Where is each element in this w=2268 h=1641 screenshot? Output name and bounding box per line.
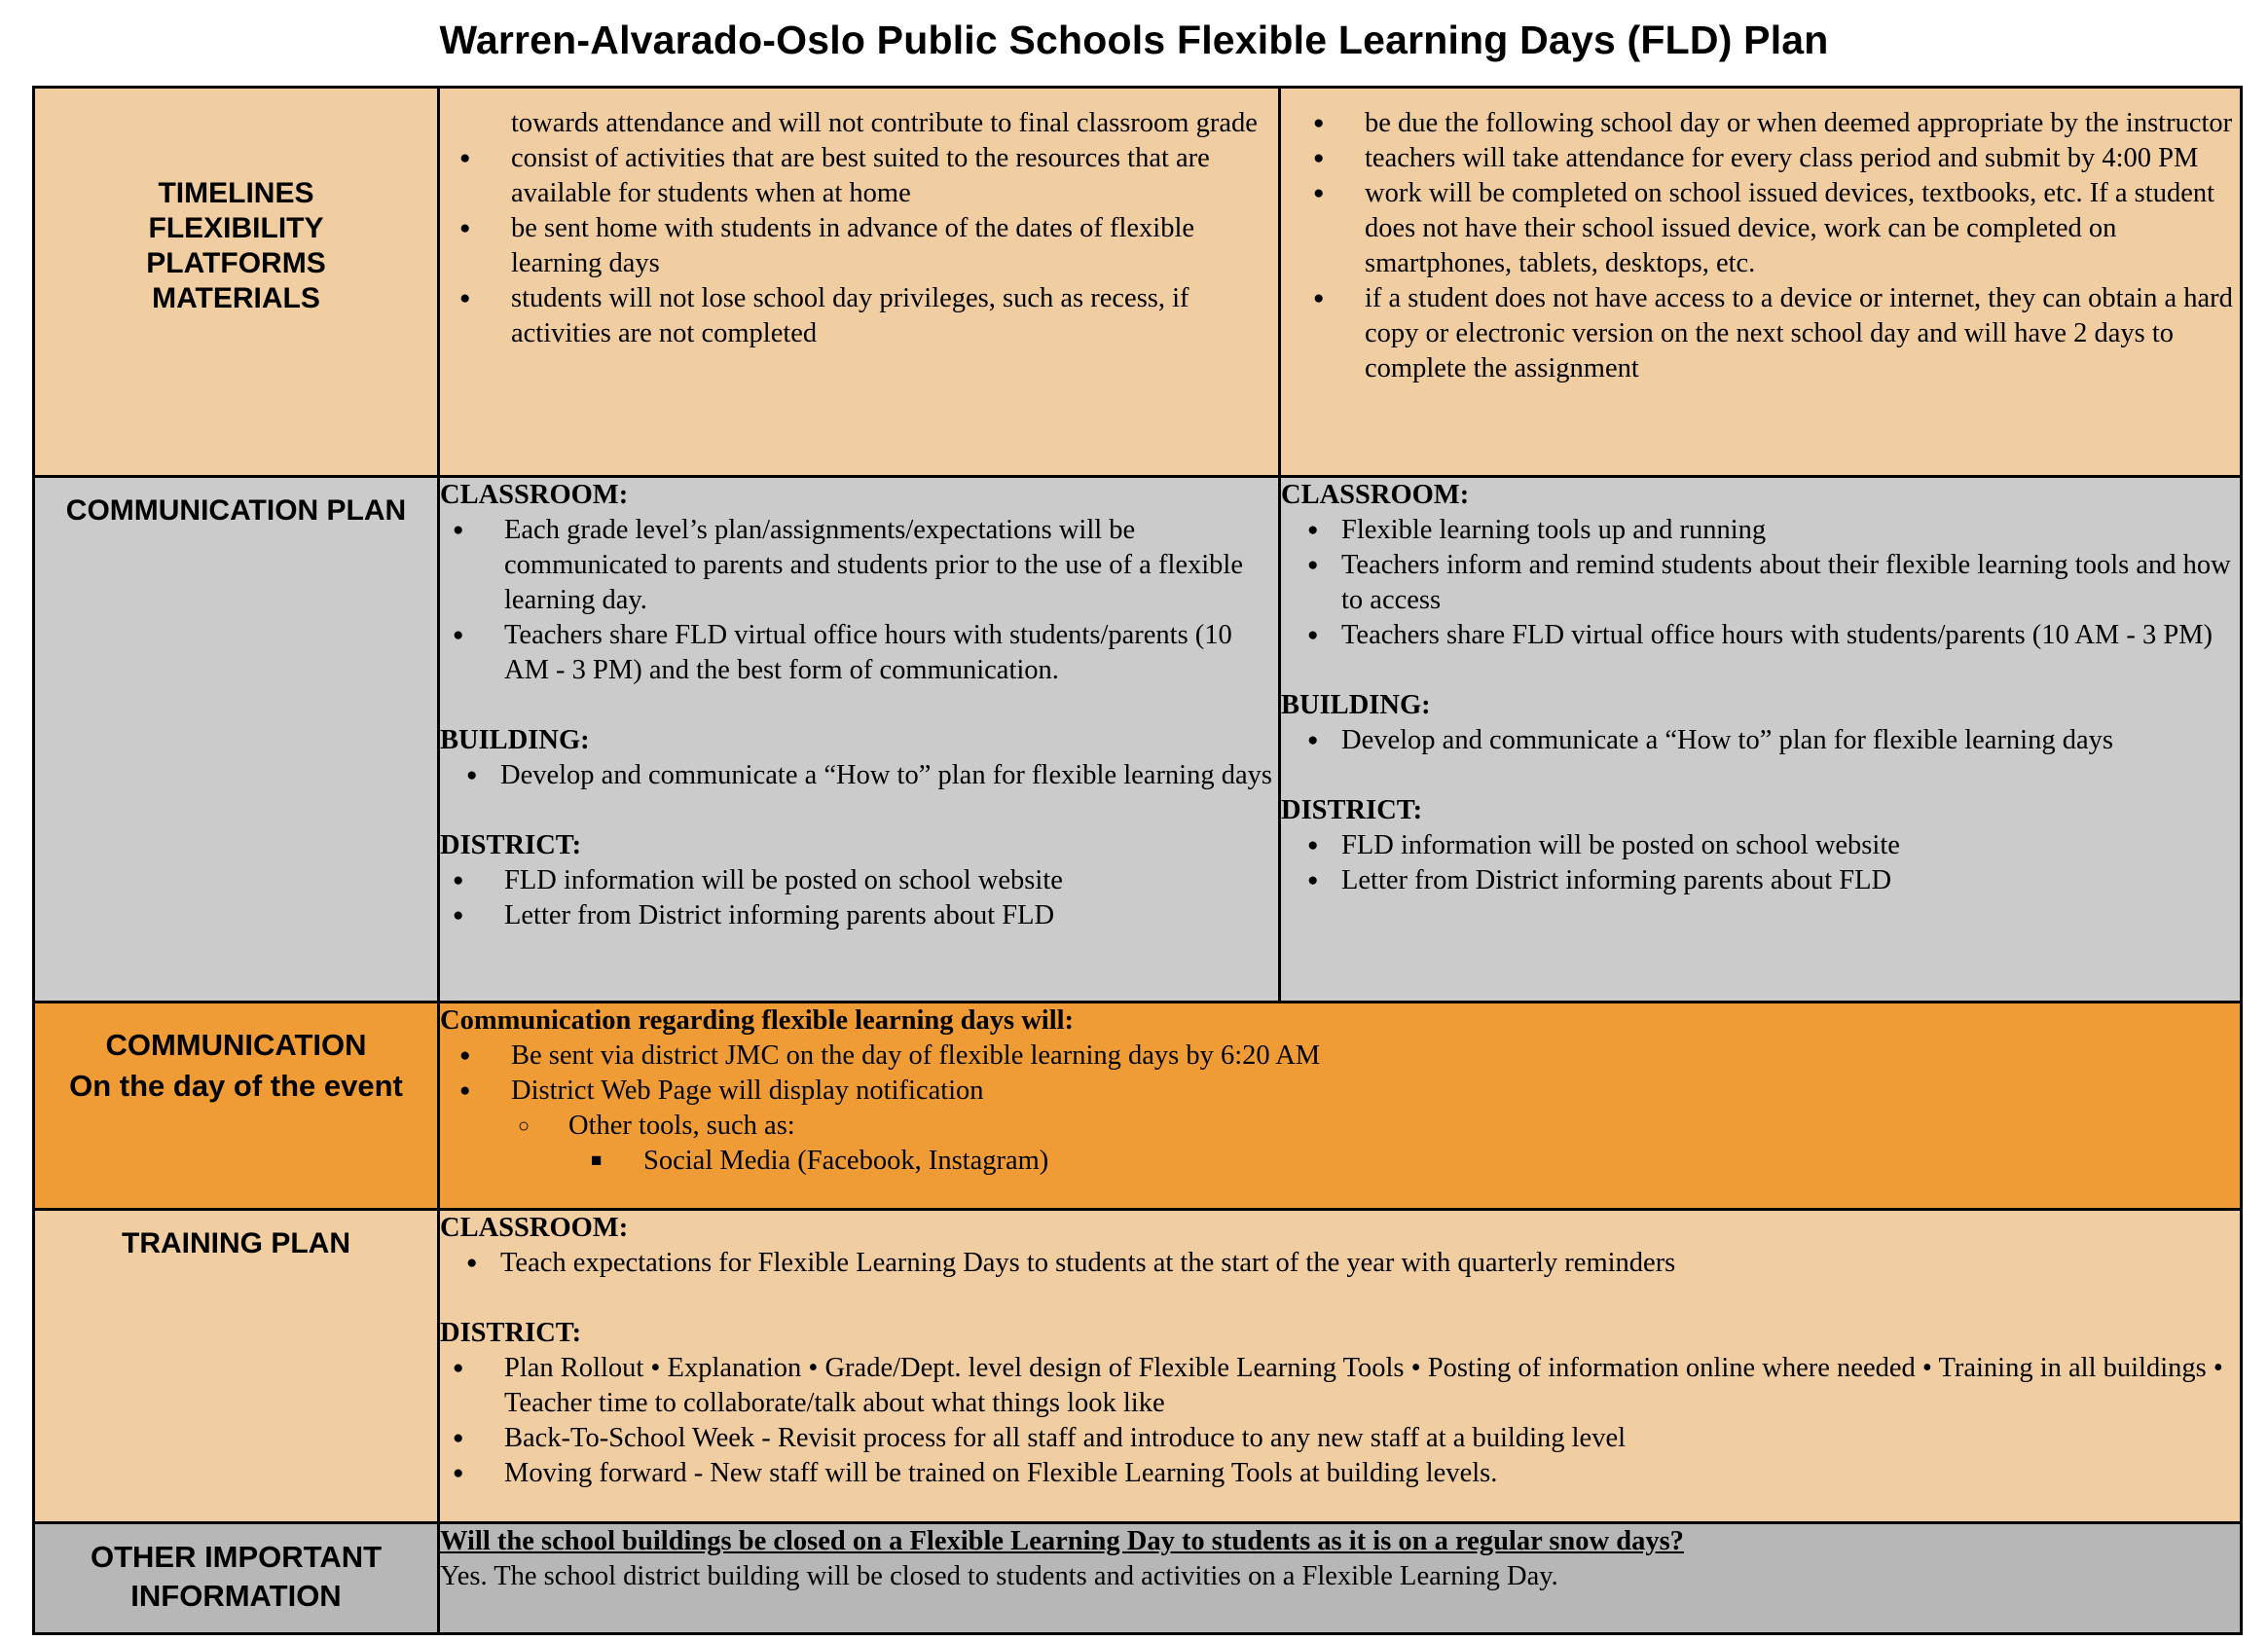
- label-platforms: PLATFORMS: [146, 247, 326, 279]
- list-item: ● Flexible learning tools up and running: [1281, 513, 2240, 548]
- classroom-heading: CLASSROOM:: [1281, 480, 1470, 510]
- district-heading: DISTRICT:: [440, 830, 582, 860]
- continuation-text: towards attendance and will not contribute to final classroom grade: [511, 108, 1258, 138]
- label-materials: MATERIALS: [152, 282, 320, 314]
- list-item: ● Plan Rollout • Explanation • Grade/Dept. level design of Flexible Learning Tools • Posting of information online where needed • Training in all buildings • Teacher time to collaborate/talk about what things look like: [440, 1351, 2240, 1421]
- list-item: ● if a student does not have access to a device or internet, they can obtain a hard copy or electronic version on the next school day and will have 2 days to complete the assignment: [1300, 281, 2240, 386]
- district-heading: DISTRICT:: [1281, 795, 1423, 825]
- list-item: ■ Social Media (Facebook, Instagram): [591, 1144, 2240, 1179]
- row-communication-plan: [34, 477, 2242, 1003]
- list-item: ● Each grade level’s plan/assignments/expectations will be communicated to parents and students prior to the use of a flexible learning day.: [440, 513, 1278, 618]
- list-item: ○ Other tools, such as:: [518, 1109, 2240, 1144]
- list-item: ● FLD information will be posted on school website: [1281, 828, 2240, 863]
- label-communication-plan: COMMUNICATION PLAN: [65, 494, 407, 527]
- training-label-cell: [34, 1210, 439, 1523]
- label-timelines: TIMELINES: [158, 177, 314, 209]
- list-item: ● District Web Page will display notification: [447, 1074, 2240, 1109]
- list-item: ● students will not lose school day privileges, such as recess, if activities are not completed: [447, 281, 1278, 351]
- list-item: ● be due the following school day or when deemed appropriate by the instructor: [1300, 106, 2240, 141]
- list-item: ● Develop and communicate a “How to” plan for flexible learning days: [1281, 723, 2240, 758]
- list-item: ● Teachers inform and remind students about their flexible learning tools and how to access: [1281, 548, 2240, 618]
- other-cell: [439, 1523, 2242, 1634]
- communication-day-label-cell: [34, 1003, 439, 1210]
- other-label-cell: [34, 1523, 439, 1634]
- building-heading: BUILDING:: [1281, 690, 1431, 720]
- list-item: ● Teachers share FLD virtual office hours with students/parents (10 AM - 3 PM): [1281, 618, 2240, 653]
- classroom-heading: CLASSROOM:: [440, 1213, 629, 1243]
- faq-question: Will the school buildings be closed on a Flexible Learning Day to students as it is on a regular snow days?: [440, 1526, 1684, 1556]
- communication-day-heading: Communication regarding flexible learning days will:: [440, 1005, 1075, 1036]
- list-item: ● Be sent via district JMC on the day of flexible learning days by 6:20 AM: [447, 1039, 2240, 1074]
- list-item: ● Letter from District informing parents about FLD: [440, 898, 1278, 933]
- list-item: ● consist of activities that are best suited to the resources that are available for students when at home: [447, 141, 1278, 211]
- fld-plan-table: [32, 86, 2243, 1635]
- district-heading: DISTRICT:: [440, 1318, 582, 1348]
- label-flexibility: FLEXIBILITY: [148, 212, 324, 244]
- label-information: INFORMATION: [130, 1579, 342, 1613]
- list-item: ● teachers will take attendance for every class period and submit by 4:00 PM: [1300, 141, 2240, 176]
- list-item: ● Develop and communicate a “How to” plan for flexible learning days: [440, 758, 1278, 793]
- communication-plan-label-cell: [34, 477, 439, 1003]
- communication-day-cell: [439, 1003, 2242, 1210]
- row-timelines: [34, 88, 2242, 477]
- row-communication-day: [34, 1003, 2242, 1210]
- timelines-left-cell: [439, 88, 1280, 477]
- communication-left-cell: [439, 477, 1280, 1003]
- list-item: ● Back-To-School Week - Revisit process for all staff and introduce to any new staff at a building level: [440, 1421, 2240, 1456]
- building-heading: BUILDING:: [440, 725, 590, 755]
- label-training-plan: TRAINING PLAN: [122, 1227, 350, 1259]
- list-item: ● FLD information will be posted on school website: [440, 863, 1278, 898]
- list-item: ● Letter from District informing parents about FLD: [1281, 863, 2240, 898]
- page-title: Warren-Alvarado-Oslo Public Schools Flexible Learning Days (FLD) Plan: [439, 18, 1829, 62]
- label-other-important: OTHER IMPORTANT: [90, 1540, 383, 1574]
- row-other-information: [34, 1523, 2242, 1634]
- list-item: ● Moving forward - New staff will be trained on Flexible Learning Tools at building levels.: [440, 1456, 2240, 1491]
- timelines-label-cell: [34, 88, 439, 477]
- training-cell: [439, 1210, 2242, 1523]
- communication-right-cell: [1280, 477, 2242, 1003]
- list-item: ● work will be completed on school issued devices, textbooks, etc. If a student does not have their school issued device, work can be completed on smartphones, tablets, desktops, etc.: [1300, 176, 2240, 281]
- list-item: ● Teachers share FLD virtual office hours with students/parents (10 AM - 3 PM) and the best form of communication.: [440, 618, 1278, 688]
- list-item: ● Teach expectations for Flexible Learning Days to students at the start of the year with quarterly reminders: [440, 1246, 2240, 1281]
- list-item: ● be sent home with students in advance of the dates of flexible learning days: [447, 211, 1278, 281]
- label-on-the-day: On the day of the event: [69, 1069, 403, 1103]
- classroom-heading: CLASSROOM:: [440, 480, 629, 510]
- row-training-plan: [34, 1210, 2242, 1523]
- faq-answer: Yes. The school district building will be closed to students and activities on a Flexible Learning Day.: [440, 1561, 1558, 1591]
- label-communication: COMMUNICATION: [105, 1028, 367, 1062]
- timelines-right-cell: [1280, 88, 2242, 477]
